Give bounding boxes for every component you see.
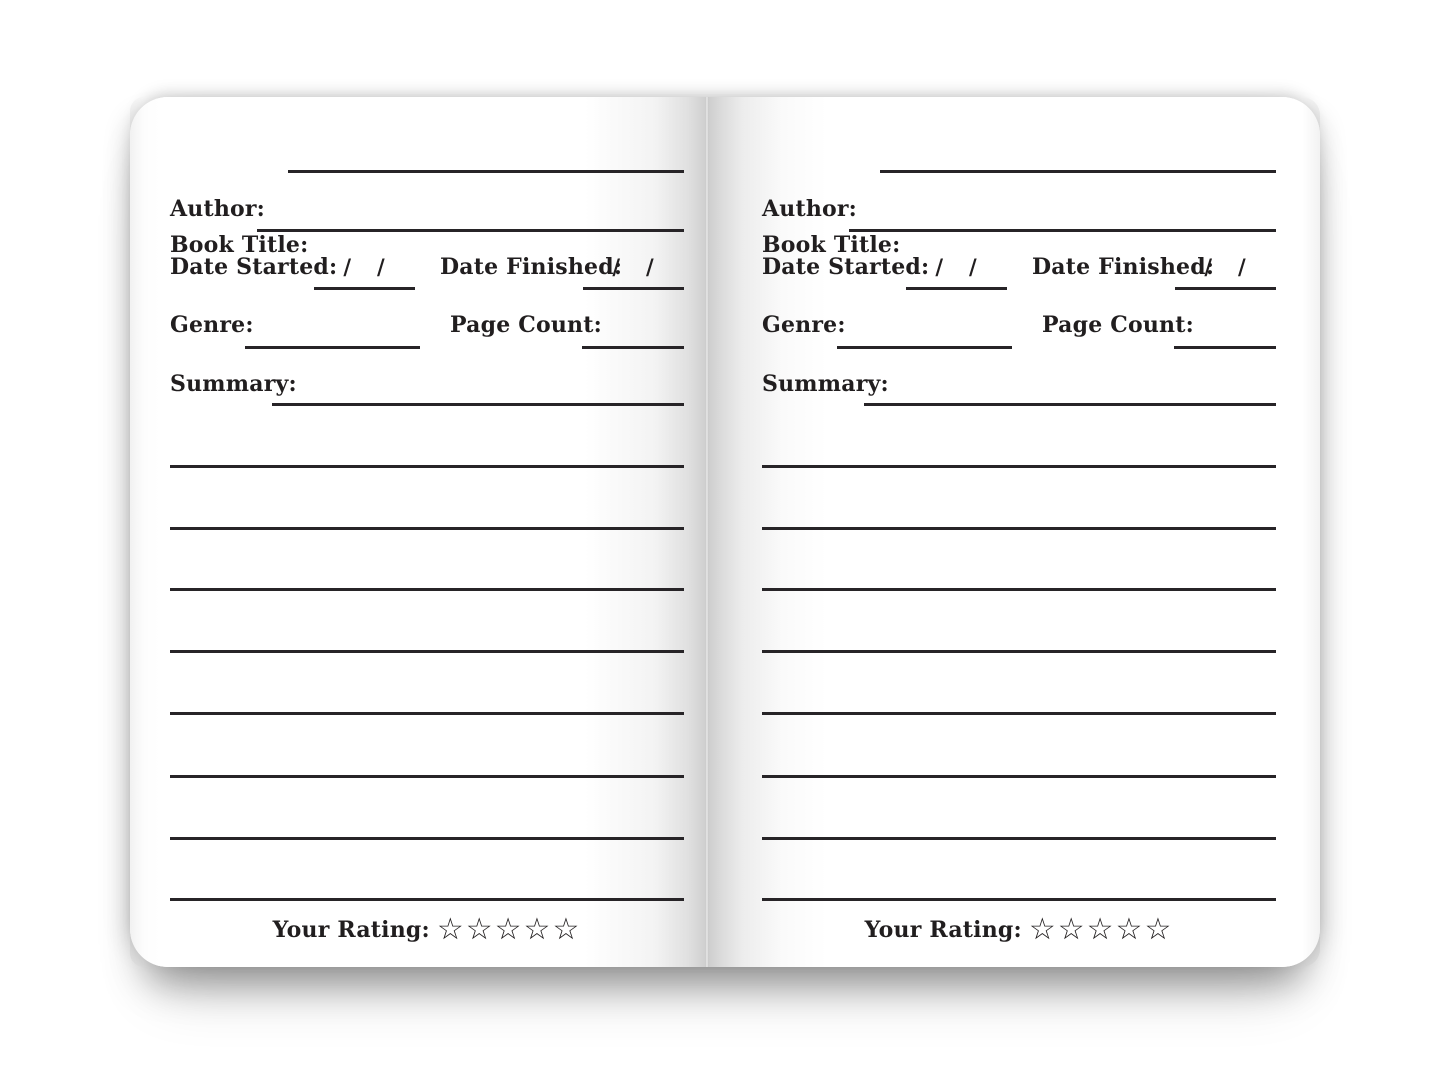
summary-blank-line	[864, 403, 1276, 406]
book-title-label: Book Title:	[762, 232, 901, 258]
page-content	[170, 97, 684, 967]
rating-stars	[436, 912, 582, 947]
genre-label: Genre:	[762, 312, 846, 338]
date-started-label: Date Started:	[170, 254, 338, 280]
date-finished-separators: / /	[612, 254, 655, 279]
ruled-line	[170, 712, 684, 715]
date-finished-blank-line	[583, 287, 684, 290]
ruled-line	[762, 650, 1276, 653]
star-outline-icon: ☆	[552, 912, 580, 947]
page-count-label: Page Count:	[450, 312, 602, 338]
ruled-line	[170, 588, 684, 591]
book-title-blank-line	[288, 170, 684, 173]
star-outline-icon: ☆	[436, 912, 464, 947]
page-count-blank-line	[1174, 346, 1276, 349]
book-title-label: Book Title:	[170, 232, 309, 258]
your-rating-label: Your Rating:	[272, 917, 430, 943]
star-outline-icon: ☆	[465, 912, 493, 947]
date-finished-blank-line	[1175, 287, 1276, 290]
journal-page-left	[130, 97, 707, 967]
date-finished-label: Date Finished:	[440, 254, 623, 280]
book-spine-seam	[705, 97, 709, 967]
genre-blank-line	[837, 346, 1012, 349]
genre-label: Genre:	[170, 312, 254, 338]
journal-page-right	[707, 97, 1320, 967]
ruled-line	[762, 465, 1276, 468]
ruled-line	[762, 898, 1276, 901]
author-label: Author:	[762, 196, 858, 222]
ruled-line	[762, 837, 1276, 840]
summary-label: Summary:	[170, 371, 297, 397]
genre-blank-line	[245, 346, 420, 349]
ruled-line	[170, 465, 684, 468]
ruled-line	[170, 527, 684, 530]
open-book-spread	[130, 97, 1320, 967]
star-outline-icon: ☆	[1115, 912, 1143, 947]
ruled-line	[762, 775, 1276, 778]
star-outline-icon: ☆	[1057, 912, 1085, 947]
date-started-separators: / /	[343, 254, 386, 279]
star-outline-icon: ☆	[494, 912, 522, 947]
your-rating-label: Your Rating:	[864, 917, 1022, 943]
page-content	[762, 97, 1276, 967]
ruled-line	[170, 775, 684, 778]
date-started-blank-line	[906, 287, 1007, 290]
ruled-line	[170, 650, 684, 653]
star-outline-icon: ☆	[523, 912, 551, 947]
date-finished-separators: / /	[1204, 254, 1247, 279]
rating-stars	[1028, 912, 1174, 947]
ruled-line	[762, 588, 1276, 591]
author-blank-line	[257, 229, 684, 232]
ruled-line	[170, 837, 684, 840]
ruled-line	[762, 712, 1276, 715]
date-finished-label: Date Finished:	[1032, 254, 1215, 280]
summary-blank-line	[272, 403, 684, 406]
author-blank-line	[849, 229, 1276, 232]
ruled-line	[762, 527, 1276, 530]
book-title-blank-line	[880, 170, 1276, 173]
ruled-line	[170, 898, 684, 901]
page-count-label: Page Count:	[1042, 312, 1194, 338]
date-started-blank-line	[314, 287, 415, 290]
date-started-separators: / /	[935, 254, 978, 279]
star-outline-icon: ☆	[1086, 912, 1114, 947]
rating-row	[762, 910, 1276, 950]
summary-label: Summary:	[762, 371, 889, 397]
star-outline-icon: ☆	[1144, 912, 1172, 947]
star-outline-icon: ☆	[1028, 912, 1056, 947]
rating-row	[170, 910, 684, 950]
page-count-blank-line	[582, 346, 684, 349]
date-started-label: Date Started:	[762, 254, 930, 280]
author-label: Author:	[170, 196, 266, 222]
